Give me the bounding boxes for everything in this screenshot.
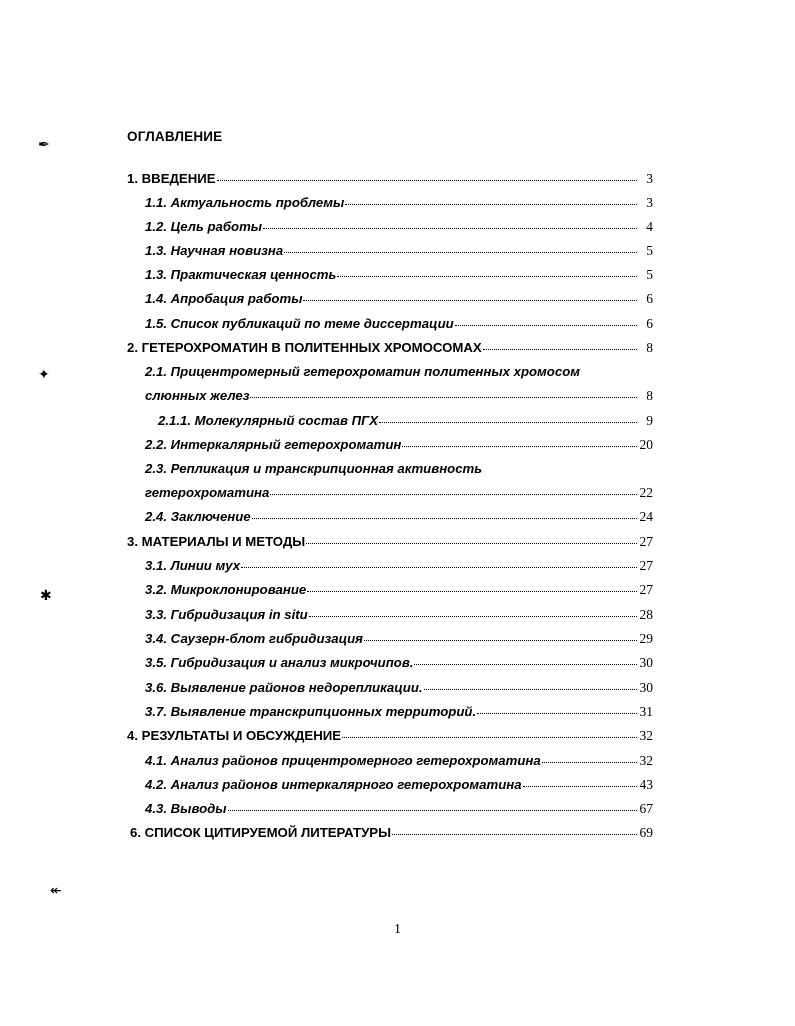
toc-entry[interactable]: [145, 219, 653, 237]
leader-dots: [342, 736, 637, 738]
toc-entry[interactable]: [130, 825, 653, 843]
toc-entry-page: 24: [639, 509, 653, 524]
toc-entry-title: 1.2. Цель работы: [145, 219, 263, 234]
page-number: 1: [394, 922, 401, 937]
toc-entry-title: 3.2. Микроклонирование: [145, 582, 307, 597]
toc-entry-page: 20: [639, 437, 653, 452]
toc-entry-page: 31: [639, 704, 653, 719]
leader-dots: [542, 761, 637, 763]
leader-dots: [337, 275, 637, 277]
toc-entry-title: гетерохроматина: [145, 485, 270, 500]
leader-dots: [250, 396, 637, 398]
toc-entry-title: 2.1. Прицентромерный гетерохроматин политенных хромосом: [145, 364, 581, 379]
toc-entry-page: 5: [646, 267, 653, 282]
toc-entry[interactable]: [145, 509, 653, 527]
leader-dots: [228, 809, 637, 811]
toc-entry[interactable]: [145, 704, 653, 722]
leader-dots: [306, 542, 637, 544]
toc-entry-title: 2.3. Репликация и транскрипционная активность: [145, 461, 483, 476]
toc-entry-page: 27: [639, 558, 653, 573]
toc-entry-title: 2. ГЕТЕРОХРОМАТИН В ПОЛИТЕННЫХ ХРОМОСОМАХ: [127, 340, 482, 355]
scan-mark: ✒: [38, 136, 50, 152]
scan-mark: ✦: [38, 366, 50, 382]
leader-dots: [483, 348, 637, 350]
toc-entry[interactable]: [145, 607, 653, 625]
leader-dots: [303, 299, 637, 301]
toc-entry-title: 2.2. Интеркалярный гетерохроматин: [145, 437, 402, 452]
toc-entry-page: 28: [639, 607, 653, 622]
toc-entry-title: 2.4. Заключение: [145, 509, 251, 524]
leader-dots: [414, 663, 637, 665]
leader-dots: [270, 493, 637, 495]
toc-entry-page: 29: [639, 631, 653, 646]
leader-dots: [424, 688, 637, 690]
toc-entry-page: 3: [646, 195, 653, 210]
toc-entry-page: 22: [639, 485, 653, 500]
toc-entry-title: 1.1. Актуальность проблемы: [145, 195, 345, 210]
toc-entry[interactable]: [145, 558, 653, 576]
toc-entry[interactable]: [145, 753, 653, 771]
toc-entry-page: 69: [639, 825, 653, 840]
toc-entry[interactable]: [145, 388, 653, 406]
toc-entry-title: 3.6. Выявление районов недорепликации.: [145, 680, 423, 695]
toc-entry-continued[interactable]: [145, 364, 653, 382]
toc-entry[interactable]: [127, 340, 653, 358]
toc-entry[interactable]: [145, 437, 653, 455]
toc-entry-title: 3. МАТЕРИАЛЫ И МЕТОДЫ: [127, 534, 306, 549]
leader-dots: [402, 445, 637, 447]
toc-entry-page: 30: [639, 680, 653, 695]
toc-entry[interactable]: [145, 316, 653, 334]
toc-entry-page: 27: [639, 582, 653, 597]
toc-entry-page: 8: [646, 340, 653, 355]
toc-entry-title: 2.1.1. Молекулярный состав ПГХ: [158, 413, 379, 428]
toc-entry[interactable]: [145, 801, 653, 819]
toc-entry[interactable]: [158, 413, 653, 431]
toc-entry[interactable]: [127, 171, 653, 189]
leader-dots: [345, 203, 637, 205]
toc-entry-title: 4.3. Выводы: [145, 801, 227, 816]
leader-dots: [241, 566, 637, 568]
toc-entry-page: 32: [639, 753, 653, 768]
toc-entry[interactable]: [145, 485, 653, 503]
toc-entry[interactable]: [145, 267, 653, 285]
toc-entry[interactable]: [145, 243, 653, 261]
toc-entry[interactable]: [145, 680, 653, 698]
toc-entry[interactable]: [145, 777, 653, 795]
toc-entry-page: 67: [639, 801, 653, 816]
toc-entry-title: 1. ВВЕДЕНИЕ: [127, 171, 216, 186]
toc-entry-page: 43: [639, 777, 653, 792]
leader-dots: [252, 517, 637, 519]
leader-dots: [217, 179, 638, 181]
toc-entry-page: 8: [646, 388, 653, 403]
toc-entry-title: 3.4. Саузерн-блот гибридизация: [145, 631, 363, 646]
leader-dots: [477, 712, 637, 714]
toc-entry-page: 6: [646, 291, 653, 306]
leader-dots: [309, 615, 637, 617]
toc-entry-page: 6: [646, 316, 653, 331]
leader-dots: [523, 785, 637, 787]
scan-mark: ✱: [40, 587, 52, 603]
toc-entry-title: 3.1. Линии мух: [145, 558, 241, 573]
scan-mark: ↞: [50, 882, 62, 898]
leader-dots: [392, 833, 637, 835]
toc-entry-title: 4. РЕЗУЛЬТАТЫ И ОБСУЖДЕНИЕ: [127, 728, 341, 743]
leader-dots: [455, 324, 637, 326]
toc-entry-page: 27: [639, 534, 653, 549]
toc-entry[interactable]: [145, 655, 653, 673]
toc-entry-page: 4: [646, 219, 653, 234]
page-title: ОГЛАВЛЕНИЕ: [127, 129, 223, 144]
toc-entry-page: 9: [646, 413, 653, 428]
toc-entry-title: 3.5. Гибридизация и анализ микрочипов.: [145, 655, 414, 670]
toc-entry-title: 6. СПИСОК ЦИТИРУЕМОЙ ЛИТЕРАТУРЫ: [130, 825, 392, 840]
toc-entry-page: 30: [639, 655, 653, 670]
toc-entry-title: 3.7. Выявление транскрипционных территорий.: [145, 704, 477, 719]
leader-dots: [364, 639, 637, 641]
toc-entry[interactable]: [127, 534, 653, 552]
toc-entry-title: 1.3. Научная новизна: [145, 243, 284, 258]
toc-entry[interactable]: [145, 582, 653, 600]
toc-entry-title: 4.2. Анализ районов интеркалярного гетерохроматина: [145, 777, 522, 792]
toc-entry[interactable]: [127, 728, 653, 746]
leader-dots: [379, 421, 637, 423]
toc-entry-title: 1.5. Список публикаций по теме диссертации: [145, 316, 454, 331]
toc-entry[interactable]: [145, 631, 653, 649]
toc-entry-title: слюнных желез: [145, 388, 250, 403]
toc-entry-page: 32: [639, 728, 653, 743]
leader-dots: [263, 227, 637, 229]
leader-dots: [284, 251, 637, 253]
toc-entry-title: 4.1. Анализ районов прицентромерного гетерохроматина: [145, 753, 541, 768]
toc-entry-continued[interactable]: [145, 461, 653, 479]
toc-entry-title: 1.4. Апробация работы: [145, 291, 303, 306]
toc-entry-page: 3: [646, 171, 653, 186]
toc-entry-page: 5: [646, 243, 653, 258]
toc-entry[interactable]: [145, 291, 653, 309]
toc-entry[interactable]: [145, 195, 653, 213]
leader-dots: [307, 590, 637, 592]
toc-entry-title: 1.3. Практическая ценность: [145, 267, 337, 282]
toc-entry-title: 3.3. Гибридизация in situ: [145, 607, 308, 622]
